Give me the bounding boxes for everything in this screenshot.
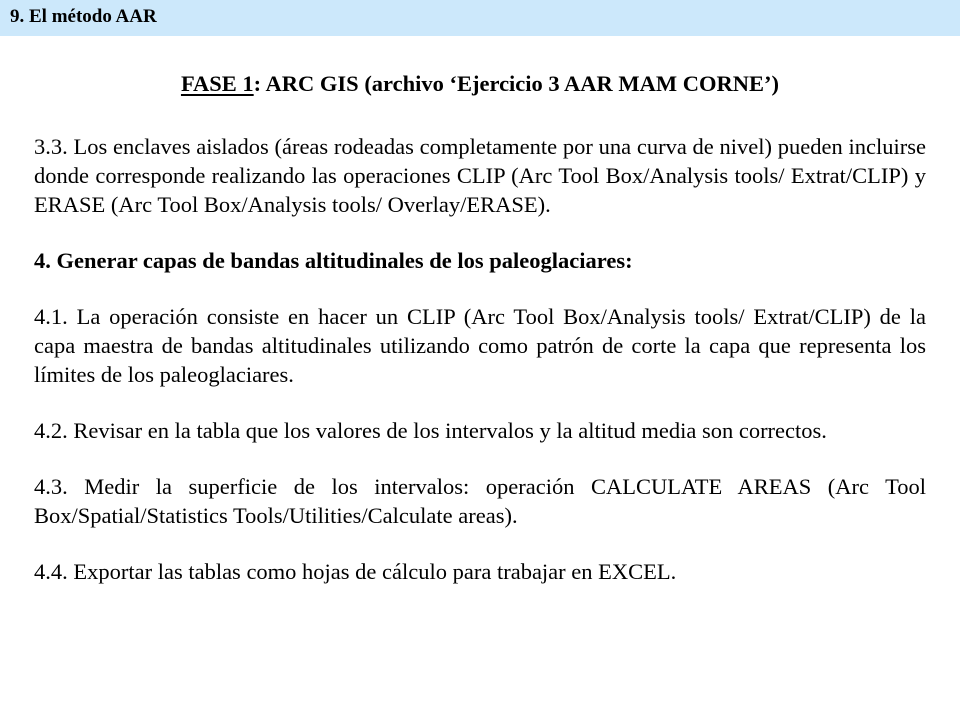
paragraph-4-2: 4.2. Revisar en la tabla que los valores de los intervalos y la altitud media son correctos. (34, 418, 827, 443)
paragraph-4-1: 4.1. La operación consiste en hacer un CLIP (Arc Tool Box/Analysis tools/ Extrat/CLIP) de la capa maestra de bandas altitudinales utilizando como patrón de corte la capa que representa los límites de los paleoglaciares. (34, 304, 926, 387)
slide-body (34, 132, 926, 613)
header-bar (0, 0, 960, 36)
section-title: 9. El método AAR (10, 6, 157, 27)
paragraph-4-3: 4.3. Medir la superficie de los intervalos: operación CALCULATE AREAS (Arc Tool Box/Spatial/Statistics Tools/Utilities/Calculate areas). (34, 474, 926, 528)
paragraph-3-3: 3.3. Los enclaves aislados (áreas rodeadas completamente por una curva de nivel) pueden incluirse donde corresponde realizando las operaciones CLIP (Arc Tool Box/Analysis tools/ Extrat/CLIP) y ERASE (Arc Tool Box/Analysis tools/ Overlay/ERASE). (34, 134, 926, 217)
slide-title (0, 70, 960, 98)
paragraph-4-4: 4.4. Exportar las tablas como hojas de cálculo para trabajar en EXCEL. (34, 559, 677, 584)
heading-4: 4. Generar capas de bandas altitudinales de los paleoglaciares: (34, 248, 633, 273)
slide-title-rest: : ARC GIS (archivo ‘Ejercicio 3 AAR MAM CORNE’) (253, 71, 780, 96)
slide-title-phase: FASE 1 (180, 71, 254, 96)
